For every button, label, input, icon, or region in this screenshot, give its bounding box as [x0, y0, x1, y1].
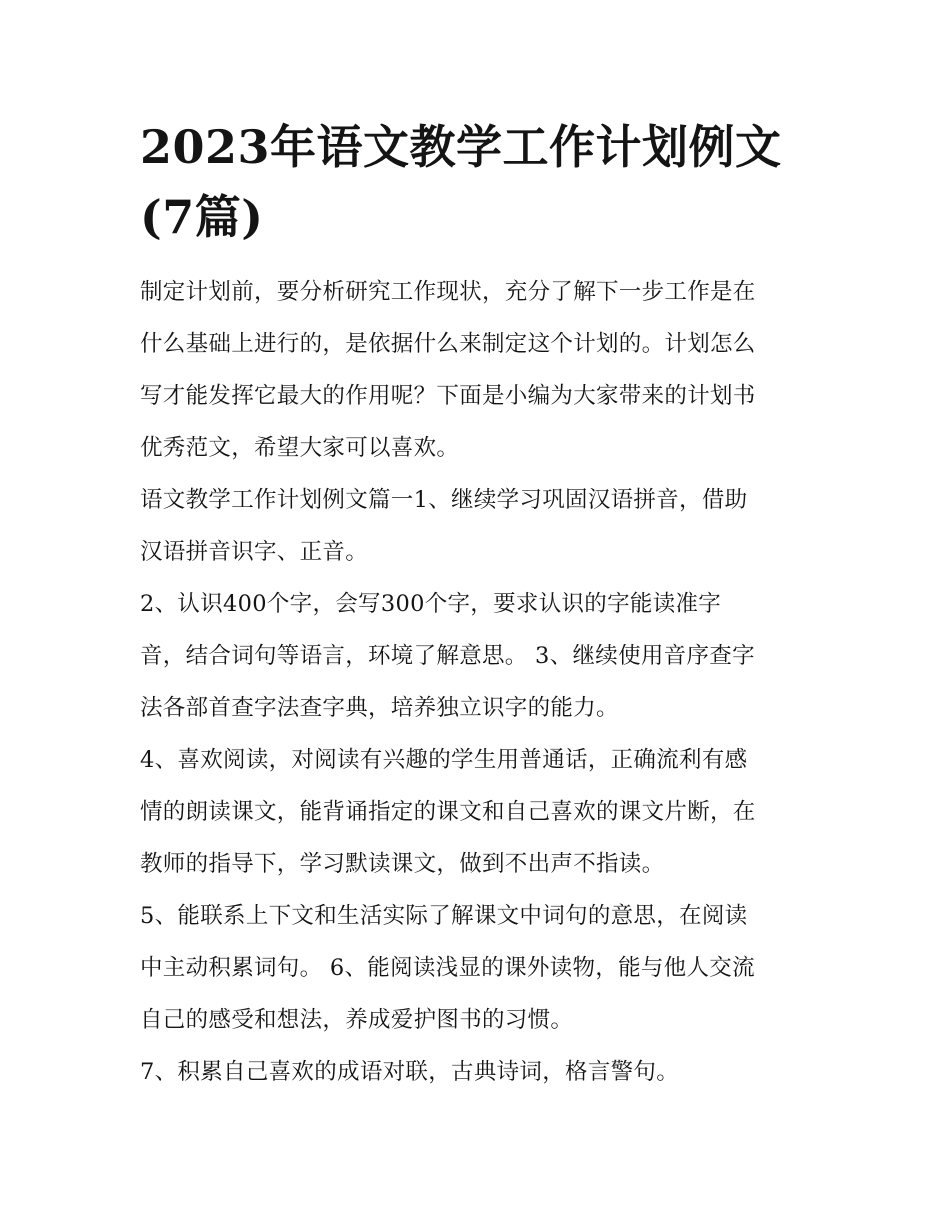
text-line: 音，结合词句等语言，环境了解意思。 3、继续使用音序查字 — [140, 643, 755, 669]
paragraph-7 — [140, 1046, 820, 1098]
text-line: 制定计划前，要分析研究工作现状，充分了解下一步工作是在 — [140, 279, 756, 305]
text-line: 中主动积累词句。 6、能阅读浅显的课外读物，能与他人交流 — [140, 955, 755, 981]
text-line: 2、认识400个字，会写300个字，要求认识的字能读准字 — [140, 591, 722, 617]
document-title — [140, 112, 820, 252]
text-line: 5、能联系上下文和生活实际了解课文中词句的意思，在阅读 — [140, 903, 748, 929]
document-page — [140, 112, 820, 1098]
text-line: 汉语拼音识字、正音。 — [140, 539, 369, 565]
text-line: 优秀范文，希望大家可以喜欢。 — [140, 435, 460, 461]
text-line: 法各部首查字法查字典，培养独立识字的能力。 — [140, 695, 619, 721]
paragraph-4 — [140, 734, 820, 890]
text-line: 写才能发挥它最大的作用呢？下面是小编为大家带来的计划书 — [140, 383, 756, 409]
title-line-1: 2023年语文教学工作计划例文 — [140, 120, 782, 174]
title-line-2: (7篇) — [140, 190, 264, 244]
paragraph-2-3 — [140, 578, 820, 734]
text-line: 教师的指导下，学习默读课文，做到不出声不指读。 — [140, 851, 665, 877]
text-line: 4、喜欢阅读，对阅读有兴趣的学生用普通话，正确流利有感 — [140, 747, 748, 773]
text-line: 自己的感受和想法，养成爱护图书的习惯。 — [140, 1007, 574, 1033]
text-line: 语文教学工作计划例文篇一1、继续学习巩固汉语拼音，借助 — [140, 487, 748, 513]
paragraph-1 — [140, 474, 820, 578]
paragraph-5-6 — [140, 890, 820, 1046]
text-line: 情的朗读课文，能背诵指定的课文和自己喜欢的课文片断，在 — [140, 799, 756, 825]
text-line: 7、积累自己喜欢的成语对联，古典诗词，格言警句。 — [140, 1059, 680, 1085]
text-line: 什么基础上进行的，是依据什么来制定这个计划的。计划怎么 — [140, 331, 756, 357]
paragraph-intro — [140, 266, 820, 474]
document-body — [140, 266, 820, 1098]
